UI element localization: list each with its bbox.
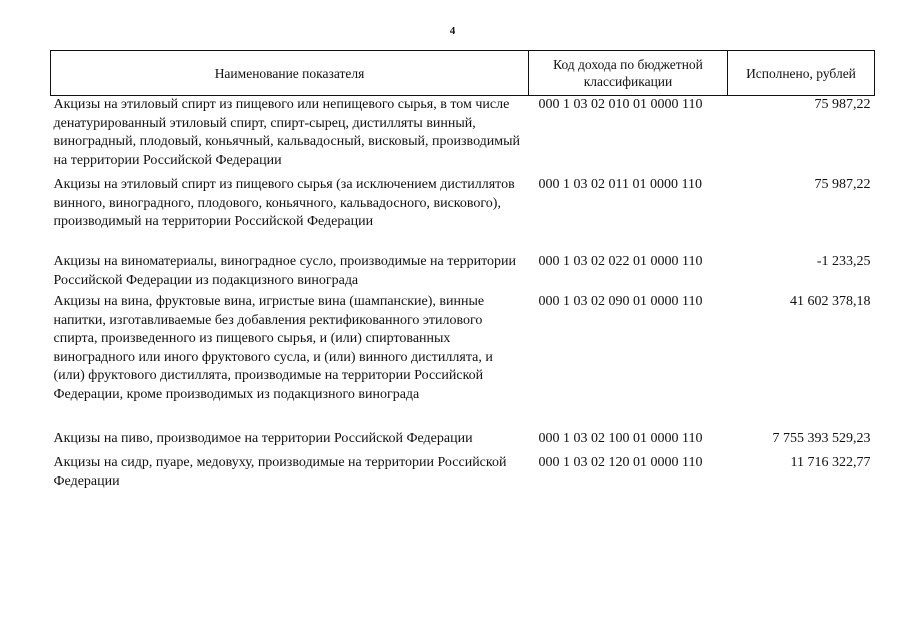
budget-code: 000 1 03 02 010 01 0000 110 bbox=[538, 97, 703, 112]
executed-amount: 11 716 322,77 bbox=[790, 455, 871, 470]
executed-amount: 75 987,22 bbox=[814, 177, 871, 192]
header-row bbox=[51, 51, 875, 96]
table-body bbox=[51, 96, 875, 495]
executed-amount: 75 987,22 bbox=[814, 97, 871, 112]
budget-code: 000 1 03 02 100 01 0000 110 bbox=[538, 431, 703, 446]
header-budget-code: Код дохода по бюджетной классификации bbox=[529, 51, 728, 96]
budget-code: 000 1 03 02 120 01 0000 110 bbox=[538, 455, 703, 470]
executed-amount: -1 233,25 bbox=[816, 254, 871, 269]
table-row bbox=[51, 96, 875, 177]
indicator-name: Акцизы на пиво, производимое на территории Российской Федерации bbox=[53, 431, 473, 446]
page-number: 4 bbox=[449, 25, 456, 37]
table-header bbox=[51, 51, 875, 96]
indicator-name: Акцизы на сидр, пуаре, медовуху, производимые на территории Российской Федерации bbox=[53, 455, 507, 489]
budget-code: 000 1 03 02 011 01 0000 110 bbox=[538, 177, 702, 192]
indicator-name: Акцизы на этиловый спирт из пищевого или непищевого сырья, в том числе денатурированный этиловый спирт, спирт-сырец, дистилляты винный, виноградный, плодовый, коньячный, кальвадосный, висковый, производимый на территории Российской Федерации bbox=[53, 97, 521, 168]
indicator-name: Акцизы на виноматериалы, виноградное сусло, производимые на территории Российской Федерации из подакцизного винограда bbox=[53, 254, 516, 288]
header-executed-amount: Исполнено, рублей bbox=[728, 51, 875, 96]
table-row bbox=[51, 293, 875, 430]
table-row bbox=[51, 253, 875, 293]
header-indicator-name: Наименование показателя bbox=[51, 51, 529, 96]
executed-amount: 41 602 378,18 bbox=[790, 294, 871, 309]
budget-code: 000 1 03 02 090 01 0000 110 bbox=[538, 294, 703, 309]
budget-code: 000 1 03 02 022 01 0000 110 bbox=[538, 254, 703, 269]
table-row bbox=[51, 176, 875, 253]
table-row bbox=[51, 430, 875, 454]
indicator-name: Акцизы на вина, фруктовые вина, игристые вина (шампанские), винные напитки, изготавливаемые без добавления ректификованного этилового спирта, произведенного из пищевого сырья, и (или) спиртованных виноградного или иного фруктового сусла, и (или) винного дистиллята, и (или) фруктового дистиллята, производимые на территории Российской Федерации, кроме производимых из подакцизного винограда bbox=[53, 294, 493, 402]
table-row bbox=[51, 454, 875, 494]
revenue-table bbox=[50, 50, 875, 494]
executed-amount: 7 755 393 529,23 bbox=[772, 431, 871, 446]
indicator-name: Акцизы на этиловый спирт из пищевого сырья (за исключением дистиллятов винного, виноградного, плодового, коньячного, кальвадосного, вискового), производимый на территории Российской Федерации bbox=[53, 177, 515, 230]
